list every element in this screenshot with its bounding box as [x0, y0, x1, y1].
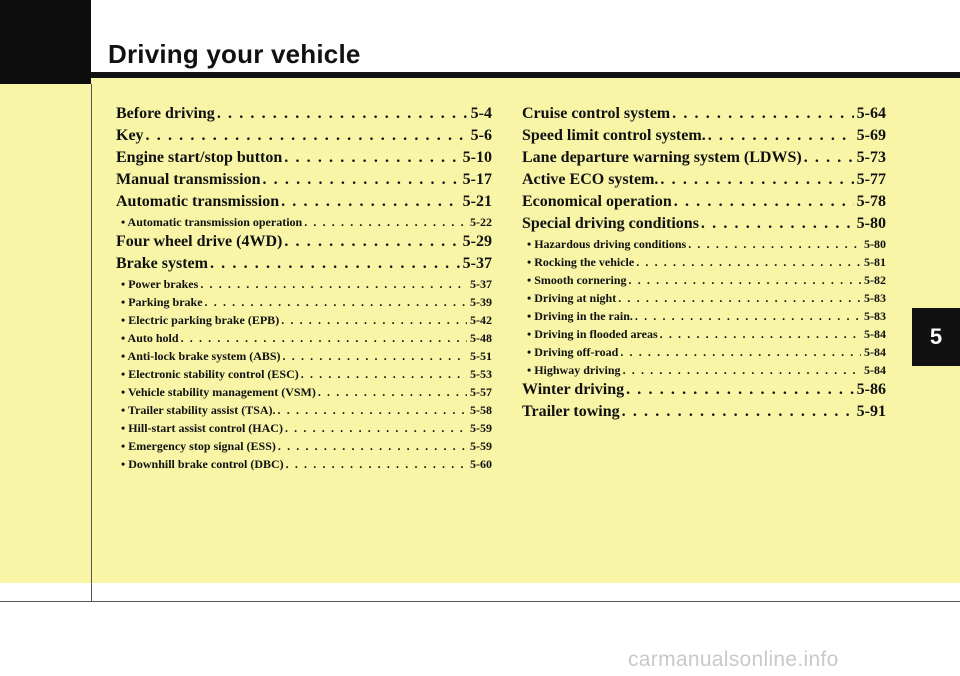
toc-entry-label: • Parking brake: [121, 295, 203, 309]
toc-leader-dots: [181, 329, 467, 347]
toc-entry[interactable]: [116, 231, 492, 253]
toc-entry[interactable]: [522, 379, 886, 401]
toc-entry-page: 5-83: [864, 309, 886, 323]
toc-leader-dots: [210, 253, 460, 275]
toc-leader-dots: [620, 343, 861, 361]
toc-entry-label: • Driving at night: [527, 291, 617, 305]
toc-entry[interactable]: [116, 147, 492, 169]
toc-subentry[interactable]: [116, 213, 492, 231]
toc-entry-page: 5-10: [462, 149, 492, 166]
toc-leader-dots: [217, 103, 468, 125]
toc-subentry[interactable]: [116, 329, 492, 347]
toc-subentry[interactable]: [116, 419, 492, 437]
toc-leader-dots: [635, 307, 861, 325]
toc-leader-dots: [205, 293, 467, 311]
toc-leader-dots: [281, 191, 460, 213]
toc-subentry[interactable]: [522, 235, 886, 253]
toc-leader-dots: [284, 147, 459, 169]
toc-entry[interactable]: [522, 103, 886, 125]
toc-subentry[interactable]: [522, 307, 886, 325]
toc-entry-page: 5-59: [470, 439, 492, 453]
toc-leader-dots: [636, 253, 861, 271]
toc-entry-page: 5-80: [864, 237, 886, 251]
margin-vertical-line: [91, 84, 92, 602]
toc-leader-dots: [301, 365, 467, 383]
toc-subentry[interactable]: [522, 325, 886, 343]
toc-entry-page: 5-77: [856, 171, 886, 188]
toc-leader-dots: [623, 361, 861, 379]
toc-entry-page: 5-86: [856, 381, 886, 398]
toc-entry-page: 5-37: [470, 277, 492, 291]
toc-entry-page: 5-69: [856, 127, 886, 144]
toc-entry-page: 5-39: [470, 295, 492, 309]
toc-leader-dots: [618, 289, 861, 307]
toc-entry-page: 5-21: [462, 193, 492, 210]
toc-entry-label: Active ECO system.: [522, 171, 659, 188]
toc-entry-label: • Hazardous driving conditions: [527, 237, 687, 251]
toc-entry-page: 5-84: [864, 327, 886, 341]
toc-subentry[interactable]: [116, 311, 492, 329]
toc-subentry[interactable]: [116, 455, 492, 473]
toc-entry-page: 5-84: [864, 363, 886, 377]
toc-entry-label: Four wheel drive (4WD): [116, 233, 283, 250]
toc-subentry[interactable]: [522, 343, 886, 361]
toc-entry-page: 5-59: [470, 421, 492, 435]
toc-entry-page: 5-78: [856, 193, 886, 210]
toc-entry-label: Economical operation: [522, 193, 672, 210]
toc-entry-label: Manual transmission: [116, 171, 261, 188]
toc-leader-dots: [146, 125, 468, 147]
toc-entry-label: • Driving off-road: [527, 345, 619, 359]
toc-leader-dots: [701, 213, 854, 235]
toc-leader-dots: [283, 347, 467, 365]
toc-entry-label: Key: [116, 127, 144, 144]
toc-leader-dots: [200, 275, 467, 293]
toc-entry-page: 5-82: [864, 273, 886, 287]
toc-leader-dots: [284, 231, 459, 253]
toc-entry[interactable]: [116, 169, 492, 191]
corner-black-block: [0, 0, 91, 84]
toc-subentry[interactable]: [522, 289, 886, 307]
toc-entry-page: 5-53: [470, 367, 492, 381]
toc-entry-label: • Driving in flooded areas: [527, 327, 658, 341]
toc-entry-page: 5-57: [470, 385, 492, 399]
toc-entry-label: Special driving conditions: [522, 215, 699, 232]
toc-entry-page: 5-17: [462, 171, 492, 188]
toc-entry[interactable]: [116, 191, 492, 213]
toc-leader-dots: [674, 191, 854, 213]
toc-leader-dots: [804, 147, 854, 169]
toc-entry-page: 5-22: [470, 215, 492, 229]
toc-leader-dots: [672, 103, 854, 125]
toc-entry[interactable]: [522, 125, 886, 147]
toc-entry-label: • Emergency stop signal (ESS): [121, 439, 276, 453]
toc-entry-label: • Driving in the rain.: [527, 309, 633, 323]
toc-leader-dots: [281, 311, 467, 329]
toc-entry-page: 5-6: [470, 127, 492, 144]
toc-entry-page: 5-4: [470, 105, 492, 122]
toc-entry-label: • Rocking the vehicle: [527, 255, 635, 269]
toc-entry[interactable]: [522, 401, 886, 423]
toc-entry-page: 5-37: [462, 255, 492, 272]
toc-entry[interactable]: [116, 103, 492, 125]
toc-entry[interactable]: [522, 147, 886, 169]
toc-entry-label: • Highway driving: [527, 363, 621, 377]
toc-leader-dots: [660, 325, 861, 343]
watermark-text: carmanualsonline.info: [628, 648, 839, 671]
toc-entry-label: • Trailer stability assist (TSA).: [121, 403, 276, 417]
toc-subentry[interactable]: [522, 361, 886, 379]
toc-entry[interactable]: [522, 213, 886, 235]
toc-entry[interactable]: [116, 125, 492, 147]
toc-entry-page: 5-48: [470, 331, 492, 345]
toc-entry-page: 5-64: [856, 105, 886, 122]
toc-leader-dots: [688, 235, 861, 253]
toc-column-right: [522, 103, 886, 423]
toc-entry-page: 5-84: [864, 345, 886, 359]
toc-subentry[interactable]: [116, 293, 492, 311]
toc-entry-page: 5-42: [470, 313, 492, 327]
toc-subentry[interactable]: [522, 253, 886, 271]
toc-entry[interactable]: [522, 169, 886, 191]
toc-leader-dots: [278, 401, 467, 419]
toc-entry-label: Trailer towing: [522, 403, 620, 420]
toc-entry-label: Winter driving: [522, 381, 625, 398]
toc-entry-label: Brake system: [116, 255, 208, 272]
chapter-tab: 5: [912, 308, 960, 366]
toc-column-left: [116, 103, 492, 473]
toc-entry-label: • Downhill brake control (DBC): [121, 457, 284, 471]
toc-entry-label: • Auto hold: [121, 331, 179, 345]
toc-entry-label: • Electric parking brake (EPB): [121, 313, 280, 327]
toc-subentry[interactable]: [116, 347, 492, 365]
toc-subentry[interactable]: [116, 401, 492, 419]
toc-entry-label: Lane departure warning system (LDWS): [522, 149, 802, 166]
toc-entry-label: • Smooth cornering: [527, 273, 627, 287]
toc-entry-label: Speed limit control system.: [522, 127, 706, 144]
toc-leader-dots: [318, 383, 467, 401]
toc-entry-page: 5-73: [856, 149, 886, 166]
toc-entry[interactable]: [522, 191, 886, 213]
toc-leader-dots: [629, 271, 861, 289]
toc-entry-page: 5-29: [462, 233, 492, 250]
footer-horizontal-line: [0, 601, 960, 602]
toc-leader-dots: [278, 437, 467, 455]
toc-entry-label: • Automatic transmission operation: [121, 215, 303, 229]
toc-entry-page: 5-58: [470, 403, 492, 417]
toc-entry-label: Automatic transmission: [116, 193, 280, 210]
toc-subentry[interactable]: [522, 271, 886, 289]
toc-leader-dots: [285, 419, 467, 437]
toc-entry-label: Before driving: [116, 105, 215, 122]
toc-leader-dots: [660, 169, 853, 191]
toc-entry-page: 5-91: [856, 403, 886, 420]
toc-entry-page: 5-60: [470, 457, 492, 471]
toc-entry-label: • Electronic stability control (ESC): [121, 367, 299, 381]
toc-entry-page: 5-81: [864, 255, 886, 269]
toc-entry-label: Cruise control system: [522, 105, 671, 122]
toc-subentry[interactable]: [116, 383, 492, 401]
toc-subentry[interactable]: [116, 275, 492, 293]
toc-entry[interactable]: [116, 253, 492, 275]
toc-entry-label: Engine start/stop button: [116, 149, 283, 166]
toc-leader-dots: [622, 401, 854, 423]
toc-leader-dots: [708, 125, 854, 147]
toc-leader-dots: [262, 169, 459, 191]
toc-entry-page: 5-80: [856, 215, 886, 232]
toc-entry-page: 5-83: [864, 291, 886, 305]
toc-entry-label: • Power brakes: [121, 277, 199, 291]
toc-subentry[interactable]: [116, 437, 492, 455]
toc-leader-dots: [304, 213, 467, 231]
toc-subentry[interactable]: [116, 365, 492, 383]
page-title: Driving your vehicle: [108, 39, 361, 69]
toc-entry-page: 5-51: [470, 349, 492, 363]
toc-entry-label: • Hill-start assist control (HAC): [121, 421, 283, 435]
toc-entry-label: • Vehicle stability management (VSM): [121, 385, 316, 399]
toc-entry-label: • Anti-lock brake system (ABS): [121, 349, 281, 363]
toc-leader-dots: [286, 455, 467, 473]
toc-leader-dots: [626, 379, 854, 401]
